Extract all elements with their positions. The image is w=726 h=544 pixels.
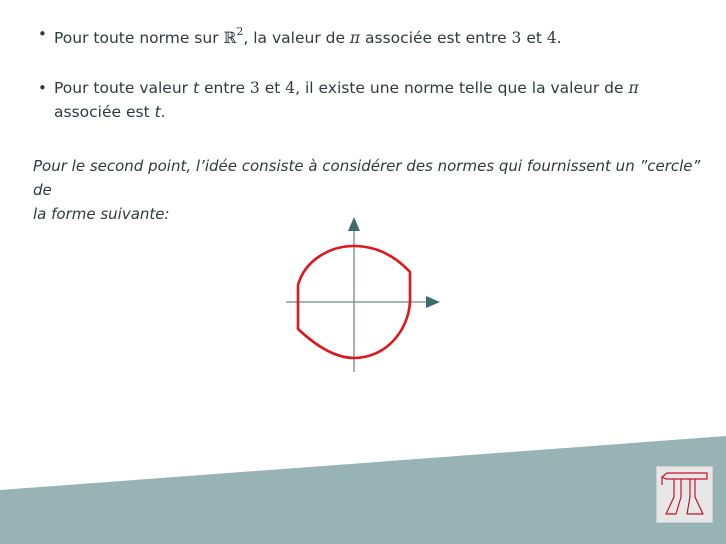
pi-logo bbox=[656, 466, 713, 523]
y-axis-arrowhead bbox=[348, 217, 360, 231]
bullet-marker: • bbox=[38, 25, 47, 43]
item-1-text-a: Pour toute norme sur bbox=[54, 29, 224, 48]
set-exponent: 2 bbox=[236, 25, 244, 38]
item-1-text-b: , la valeur de bbox=[243, 29, 350, 48]
remark-line-2: la forme suivante: bbox=[33, 205, 170, 223]
item-2-line-1 bbox=[54, 76, 639, 100]
value-low: 3 bbox=[249, 79, 260, 97]
item-2-text-e: associée est bbox=[54, 103, 155, 121]
value-high: 4 bbox=[285, 79, 296, 97]
item-2-text-a: Pour toute valeur bbox=[54, 79, 193, 97]
x-axis-arrowhead bbox=[426, 296, 440, 308]
bullet-item-1 bbox=[54, 22, 562, 50]
item-1-text-d: et bbox=[521, 29, 547, 48]
bullet-marker: • bbox=[38, 79, 47, 97]
item-2-text-d: , il existe une norme telle que la valeur de bbox=[295, 79, 629, 97]
value-high: 4 bbox=[546, 29, 557, 48]
item-2-text-b: entre bbox=[199, 79, 250, 97]
item-1-text-end: . bbox=[556, 29, 562, 48]
pi-symbol: π bbox=[628, 79, 639, 97]
item-2-text-c: et bbox=[259, 79, 286, 97]
item-2-line-2 bbox=[54, 100, 639, 124]
pi-symbol: π bbox=[349, 29, 361, 48]
bullet-item-2 bbox=[54, 76, 639, 124]
item-2-text-end: . bbox=[160, 103, 166, 121]
variable-t: t bbox=[192, 79, 200, 97]
value-low: 3 bbox=[511, 29, 522, 48]
norm-circle-figure bbox=[280, 212, 450, 377]
remark-line-1: Pour le second point, l’idée consiste à considérer des normes qui fournissent un ”cercle” de bbox=[33, 157, 701, 199]
item-1-text-c: associée est entre bbox=[360, 29, 512, 48]
real-set-symbol: ℝ bbox=[223, 29, 237, 48]
pi-logo-icon bbox=[657, 467, 712, 522]
variable-t: t bbox=[154, 103, 161, 121]
